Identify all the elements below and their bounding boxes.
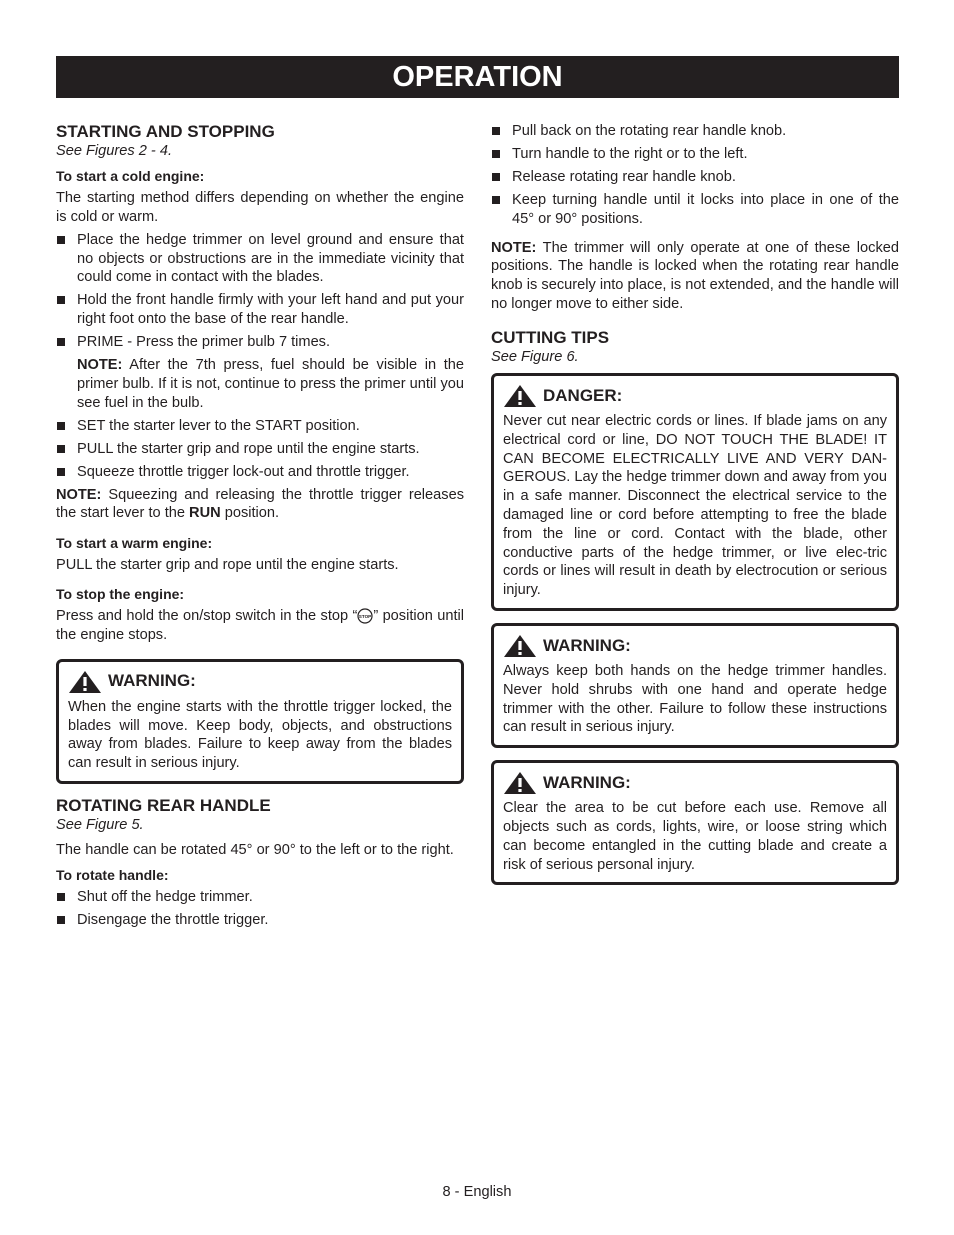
cold-start-steps-continued bbox=[56, 417, 464, 482]
warning-triangle-icon bbox=[503, 771, 537, 795]
bullet-icon bbox=[57, 338, 65, 346]
cold-start-steps bbox=[56, 231, 464, 352]
warning-text: Always keep both hands on the hedge trimmer handles. Never hold shrubs with one hand and operate hedge trimmer with the other. Failure to follow these instructions can result in serious injury. bbox=[503, 663, 887, 736]
paragraph-stop-engine: Press and hold the on/stop switch in the stop “ STOP ” position until the engine stops. bbox=[56, 608, 465, 643]
list-item: PULL the starter grip and rope until the engine starts. bbox=[56, 440, 464, 459]
list-item: SET the starter lever to the START position. bbox=[56, 417, 464, 436]
page-footer: 8 - English bbox=[442, 1184, 512, 1200]
list-item: Turn handle to the right or to the left. bbox=[491, 145, 899, 164]
bullet-icon bbox=[492, 127, 500, 135]
throttle-note: NOTE: Squeezing and releasing the throttle trigger releases the start lever to the RUN position. bbox=[56, 486, 464, 522]
danger-box bbox=[491, 373, 899, 611]
section-heading-rotating: ROTATING REAR HANDLE bbox=[56, 796, 271, 816]
subheading-rotate-handle: To rotate handle: bbox=[56, 866, 169, 883]
list-item: Squeeze throttle trigger lock-out and throttle trigger. bbox=[56, 463, 464, 482]
list-item: Pull back on the rotating rear handle knob. bbox=[491, 122, 899, 141]
paragraph-warm-start: PULL the starter grip and rope until the engine starts. bbox=[56, 557, 399, 574]
warning-triangle-icon bbox=[503, 384, 537, 408]
page-title: OPERATION bbox=[56, 56, 899, 98]
bullet-icon bbox=[57, 296, 65, 304]
section-heading-starting: STARTING AND STOPPING bbox=[56, 122, 275, 141]
warning-title: WARNING: bbox=[68, 670, 452, 694]
stop-symbol-icon bbox=[357, 608, 373, 624]
bullet-icon bbox=[492, 196, 500, 204]
danger-title: DANGER: bbox=[503, 384, 887, 408]
bullet-icon bbox=[57, 236, 65, 244]
rotate-steps-continued bbox=[491, 122, 899, 229]
bullet-icon bbox=[57, 445, 65, 453]
subheading-stop-engine: To stop the engine: bbox=[56, 586, 185, 603]
locked-position-note: NOTE: The trimmer will only operate at one of these locked positions. The handle is locked when the rotating rear handle knob is securely into place, is not extended, and the handle will no longer move to either side. bbox=[491, 239, 899, 313]
bullet-icon bbox=[57, 893, 65, 901]
subheading-warm-engine: To start a warm engine: bbox=[56, 535, 213, 552]
bullet-icon bbox=[492, 150, 500, 158]
rotate-steps bbox=[56, 888, 464, 930]
warning-text: When the engine starts with the throttle trigger locked, the blades will move. Keep body, objects, and obstructions away from blades. Failure to keep away from the blades can result in serious injury. bbox=[68, 698, 452, 772]
bullet-icon bbox=[57, 916, 65, 924]
section-heading-cutting: CUTTING TIPS bbox=[491, 328, 610, 348]
warning-text: Clear the area to be cut before each use. Remove all objects such as cords, lights, wire, or loose string which can become entangled in the cutting blade and create a risk of serious personal injury. bbox=[503, 800, 887, 873]
warning-box-engine bbox=[56, 659, 464, 784]
subheading-cold-engine: To start a cold engine: bbox=[56, 167, 205, 184]
bullet-icon bbox=[492, 173, 500, 181]
list-item: Keep turning handle until it locks into place in one of the 45° or 90° positions. bbox=[491, 191, 899, 229]
list-item: Release rotating rear handle knob. bbox=[491, 168, 899, 187]
paragraph-cold-intro: The starting method differs depending on whether the engine is cold or warm. bbox=[56, 189, 464, 225]
left-column bbox=[56, 122, 464, 934]
bullet-icon bbox=[57, 422, 65, 430]
list-item: Hold the front handle firmly with your left hand and put your right foot onto the base of the rear handle. bbox=[56, 291, 464, 329]
warning-title: WARNING: bbox=[503, 634, 887, 658]
figure-reference: See Figure 5. bbox=[56, 817, 144, 834]
list-item: Shut off the hedge trimmer. bbox=[56, 888, 464, 907]
prime-note: NOTE: After the 7th press, fuel should be visible in the primer bulb. If it is not, continue to press the primer until you see fuel in the bulb. bbox=[77, 357, 464, 411]
figure-reference: See Figure 6. bbox=[491, 349, 579, 366]
svg-text:STOP: STOP bbox=[359, 613, 372, 619]
warning-triangle-icon bbox=[68, 670, 102, 694]
warning-box-hands bbox=[491, 623, 899, 748]
warning-triangle-icon bbox=[503, 634, 537, 658]
warning-title: WARNING: bbox=[503, 771, 887, 795]
figure-reference: See Figures 2 - 4. bbox=[56, 143, 172, 159]
bullet-icon bbox=[57, 468, 65, 476]
right-column bbox=[491, 122, 899, 897]
list-item: PRIME - Press the primer bulb 7 times. bbox=[56, 333, 464, 352]
warning-box-clear-area bbox=[491, 760, 899, 885]
list-item: Disengage the throttle trigger. bbox=[56, 911, 464, 930]
paragraph-rotate-intro: The handle can be rotated 45° or 90° to the left or to the right. bbox=[56, 841, 454, 858]
list-item: Place the hedge trimmer on level ground and ensure that no objects or obstructions are in the immediate vicinity that could come in contact with the blades. bbox=[56, 231, 464, 288]
danger-text: Never cut near electric cords or lines. If blade jams on any electrical cord or line, DO NOT TOUCH THE BLADE! IT CAN BECOME ELECTRICALLY LIVE AND VERY DAN-GEROUS. Lay the hedge trimmer down and away from you in a safe manner. Disconnect the electrical service to the damaged line or cord before attempting to free the blade from the line or cord. Contact with the blade, other conductive parts of the hedge trimmer, or live elec-tric cords or lines will result in death by electrocution or serious injury. bbox=[503, 413, 887, 599]
